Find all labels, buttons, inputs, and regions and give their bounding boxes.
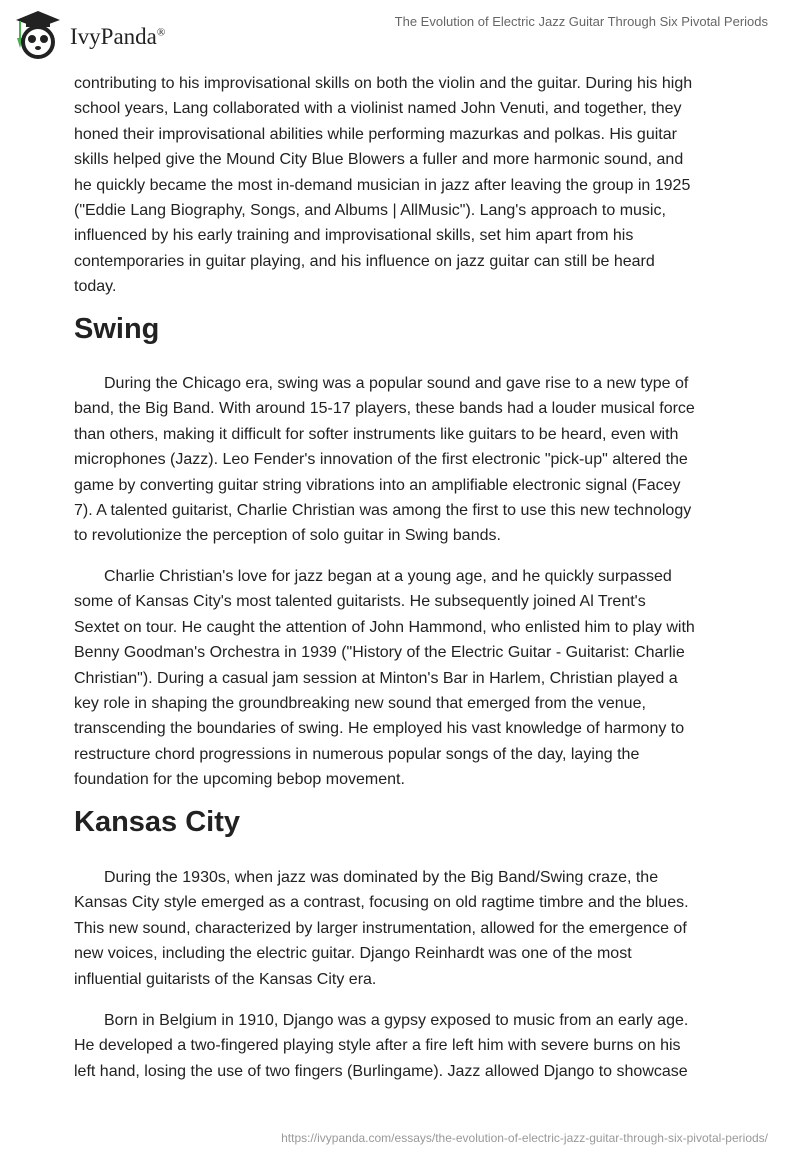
paragraph [74,865,734,992]
text-line: to revolutionize the perception of solo guitar in Swing bands. [74,527,501,545]
text-line: honed their improvisational abilities while performing mazurkas and polkas. His guitar [74,125,677,143]
text-line: he quickly became the most in-demand musician in jazz after leaving the group in 1925 [74,176,691,194]
text-line: school years, Lang collaborated with a violinist named John Venuti, and together, they [74,100,682,118]
text-line: During the 1930s, when jazz was dominated by the Big Band/Swing craze, the [104,869,659,886]
text-line: 7). A talented guitarist, Charlie Christian was among the first to use this new technology [74,502,692,520]
paragraph [74,71,734,300]
text-line: band, the Big Band. With around 15-17 players, these bands had a louder musical force [74,400,695,418]
text-line: left hand, losing the use of two fingers (Burlingame). Jazz allowed Django to showcase [74,1062,688,1080]
logo[interactable] [12,8,165,60]
text-line: contemporaries in guitar playing, and his influence on jazz guitar can still be heard [74,252,655,270]
text-line: today. [74,278,117,296]
paragraph [74,1008,734,1084]
text-line: game by converting guitar string vibrations into an amplifiable electronic signal (Facey [74,476,681,494]
section-heading-kansas-city: Kansas City [74,806,241,838]
text-line: Kansas City style emerged as a contrast, focusing on old ragtime timbre and the blues. [74,894,689,912]
text-line: transcending the boundaries of swing. He employed his vast knowledge of harmony to [74,720,685,738]
text-line: restructure chord progressions in numerous popular songs of the day, laying the [74,745,640,763]
text-line: than others, making it difficult for softer instruments like guitars to be heard, even with [74,425,679,443]
document-title: The Evolution of Electric Jazz Guitar Through Six Pivotal Periods [394,14,768,29]
text-line: He developed a two-fingered playing style after a fire left him with severe burns on his [74,1037,681,1055]
text-line: Sextet on tour. He caught the attention of John Hammond, who enlisted him to play with [74,618,695,636]
text-line: key role in shaping the groundbreaking new sound that emerged from the venue, [74,695,646,713]
text-line: Benny Goodman's Orchestra in 1939 ("History of the Electric Guitar - Guitarist: Charlie [74,644,685,662]
paragraph [74,564,734,793]
text-line: skills helped give the Mound City Blue Blowers a fuller and more harmonic sound, and [74,151,684,169]
panda-logo-icon [12,8,64,60]
text-line: microphones (Jazz). Leo Fender's innovation of the first electronic "pick-up" altered the [74,451,688,469]
logo-text: IvyPanda® [70,24,166,49]
section-heading-swing: Swing [74,313,160,345]
text-line: Born in Belgium in 1910, Django was a gypsy exposed to music from an early age. [104,1012,689,1029]
text-line: some of Kansas City's most talented guitarists. He subsequently joined Al Trent's [74,593,646,611]
text-line: Christian"). During a casual jam session at Minton's Bar in Harlem, Christian played a [74,669,678,687]
text-line: During the Chicago era, swing was a popular sound and gave rise to a new type of [104,375,689,392]
text-line: contributing to his improvisational skills on both the violin and the guitar. During his high [74,75,693,92]
text-line: This new sound, characterized by larger instrumentation, allowed for the emergence of [74,919,687,937]
text-line: influenced by his early training and improvisational skills, set him apart from his [74,227,634,245]
source-url-link[interactable]: https://ivypanda.com/essays/the-evolution-of-electric-jazz-guitar-through-six-pivotal-periods/ [281,1131,768,1145]
text-line: ("Eddie Lang Biography, Songs, and Albums | AllMusic"). Lang's approach to music, [74,202,666,220]
text-line: new voices, including the electric guitar. Django Reinhardt was one of the most [74,945,632,963]
text-line: influential guitarists of the Kansas City era. [74,970,377,988]
text-line: Charlie Christian's love for jazz began at a young age, and he quickly surpassed [104,568,672,585]
paragraph [74,371,734,549]
text-line: foundation for the upcoming bebop movement. [74,771,405,789]
